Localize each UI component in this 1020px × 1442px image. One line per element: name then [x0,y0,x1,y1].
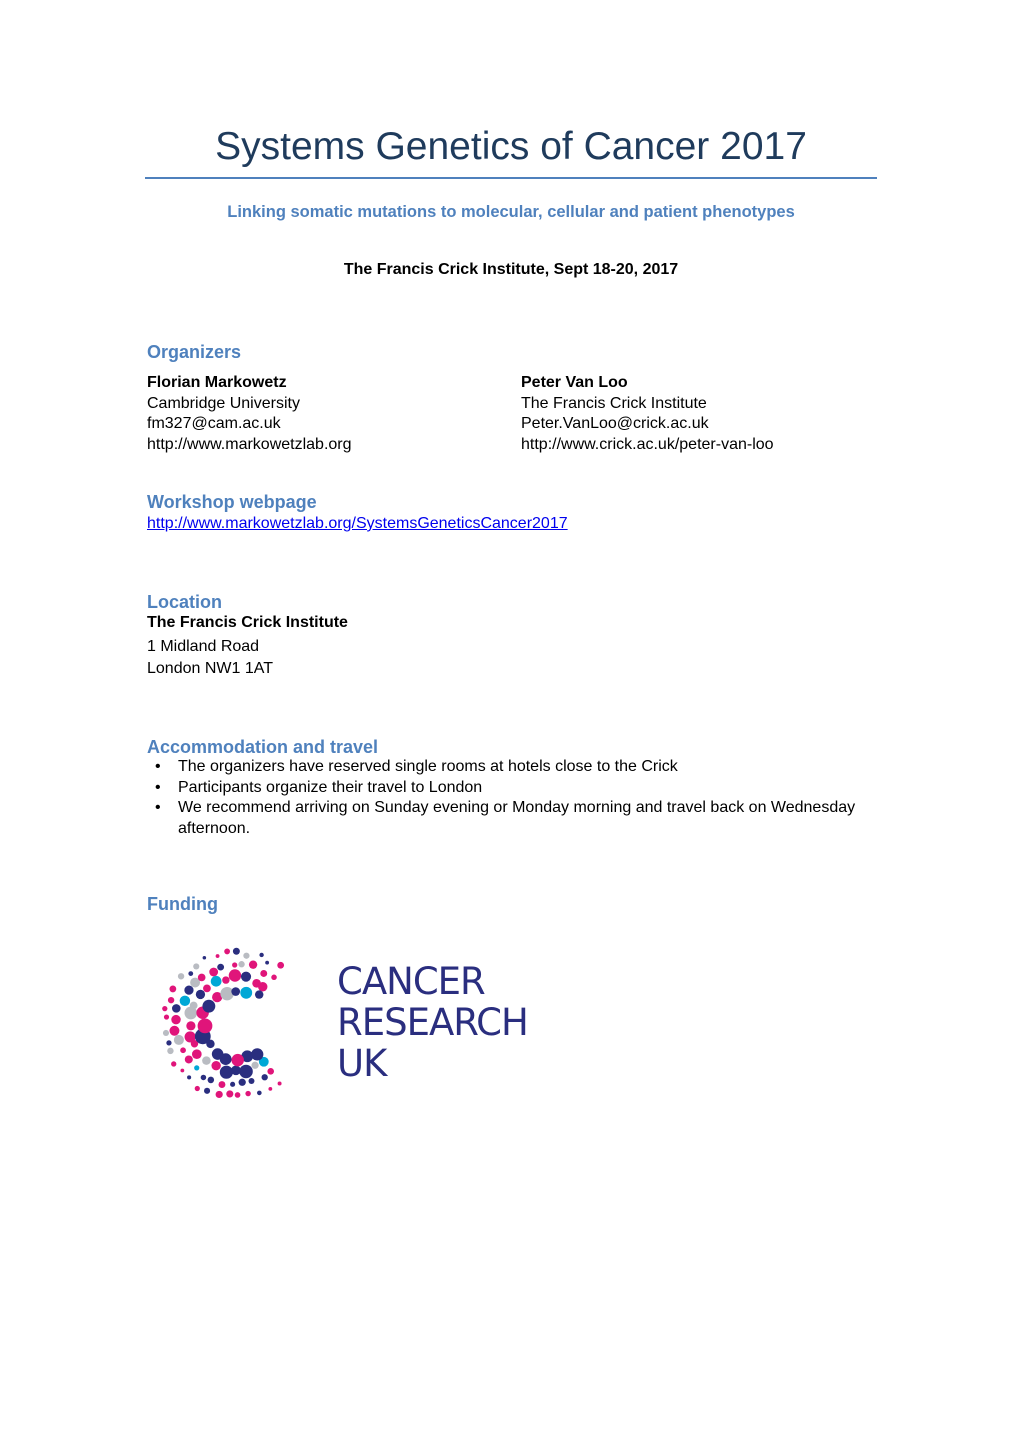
logo-dot [251,1048,263,1060]
title-divider [145,177,877,179]
logo-dot [271,975,277,981]
logo-dot [162,1006,167,1011]
logo-dot [277,962,284,969]
logo-dot [220,987,233,1000]
travel-item-text: The organizers have reserved single rooms at hotels close to the Crick [178,758,678,775]
organizer-2-url: http://www.crick.ac.uk/peter-van-loo [521,436,774,453]
logo-dot [267,1068,274,1075]
logo-dot [240,987,252,999]
funding-heading: Funding [147,894,218,914]
list-item [147,757,887,778]
travel-item-text: We recommend arriving on Sunday evening or Monday morning and travel back on Wednesday afternoon. [178,799,856,837]
logo-dot [180,996,190,1006]
logo-dot [268,1087,272,1091]
logo-dot [235,1092,241,1098]
organizers-heading: Organizers [147,342,242,362]
organizer-1-name: Florian Markowetz [147,374,287,391]
logo-dot [168,997,174,1003]
organizer-2-affiliation: The Francis Crick Institute [521,395,707,412]
logo-dot [180,1047,186,1053]
organizer-1-email: fm327@cam.ac.uk [147,415,281,432]
logo-dot [194,1065,199,1070]
logo-dot [193,963,199,969]
logo-dot [204,1088,210,1094]
logo-dot [245,1091,250,1096]
logo-dot [259,953,263,957]
logo-dot [186,1021,195,1030]
logo-dot [192,1049,202,1059]
logo-dot [249,960,257,968]
logo-dot [202,1000,215,1013]
logo-wordmark-line3: UK [337,1042,387,1085]
logo-dot [220,1066,233,1079]
logo-dot [251,1062,258,1069]
organizer-2-email: Peter.VanLoo@crick.ac.uk [521,415,709,432]
logo-dot [216,1091,223,1098]
logo-dot [163,1030,169,1036]
logo-dot [229,969,241,981]
workshop-webpage-link[interactable]: http://www.markowetzlab.org/SystemsGeneticsCancer2017 [147,515,568,532]
logo-dot [203,956,207,960]
logo-dot [216,954,220,958]
logo-dot [185,1055,193,1063]
logo-c-mark-icon [145,945,325,1107]
logo-dot [232,962,237,967]
logo-dot [218,1081,225,1088]
cancer-research-uk-logo [145,945,545,1107]
logo-dot [187,1075,191,1079]
logo-dot [195,1086,200,1091]
logo-dot [190,1002,198,1010]
organizer-1-affiliation: Cambridge University [147,395,300,412]
venue-and-dates: The Francis Crick Institute, Sept 18-20, 2017 [343,261,679,278]
logo-dot [278,1082,282,1086]
logo-dot [238,961,244,967]
list-item [147,778,887,799]
document-subtitle: Linking somatic mutations to molecular, cellular and patient phenotypes [227,203,795,221]
logo-dot [231,987,240,996]
bullet-icon: • [155,778,161,796]
travel-heading: Accommodation and travel [147,737,379,757]
location-heading: Location [147,592,222,612]
travel-list [147,757,887,839]
webpage-heading: Workshop webpage [147,492,317,512]
logo-dot [233,948,240,955]
travel-item-text: Participants organize their travel to London [178,778,483,796]
logo-dot [180,1069,184,1073]
logo-dot [255,990,263,998]
logo-dot [257,1091,262,1096]
logo-dot [188,971,193,976]
organizer-2-name: Peter Van Loo [521,374,628,391]
logo-dot [249,1078,255,1084]
logo-dot [222,976,229,983]
logo-dot [217,964,224,971]
logo-dot [265,961,269,965]
logo-dot [241,972,251,982]
location-address-line2: London NW1 1AT [147,660,273,677]
logo-dot [164,1014,169,1019]
logo-dot [209,968,218,977]
logo-dot [184,986,193,995]
logo-dot [166,1040,171,1045]
location-address-line1: 1 Midland Road [147,638,260,655]
logo-wordmark-line1: CANCER [337,960,485,1003]
logo-wordmark [337,961,528,1084]
organizer-1-url: http://www.markowetzlab.org [147,436,352,453]
bullet-icon: • [155,758,161,775]
logo-dot [201,1075,207,1081]
logo-dot [198,974,206,982]
logo-dot [178,973,184,979]
logo-dot [239,1079,246,1086]
logo-dot [171,1015,180,1024]
logo-dot [243,953,249,959]
logo-dot [202,1056,211,1065]
logo-dot [203,984,211,992]
logo-dot [172,1004,181,1013]
logo-dot [196,990,205,999]
logo-dot [171,1061,176,1066]
logo-dot [167,1048,173,1054]
logo-dot [169,986,176,993]
logo-dot [230,1082,235,1087]
logo-dot [258,982,267,991]
logo-dot [224,949,230,955]
logo-dot [198,1018,213,1033]
document-title: Systems Genetics of Cancer 2017 [215,125,807,168]
location-name: The Francis Crick Institute [147,614,348,631]
list-item [147,798,887,839]
logo-dot [226,1090,233,1097]
logo-dot [262,1074,268,1080]
logo-dot [169,1026,179,1036]
logo-dot [211,1061,220,1070]
bullet-icon: • [155,799,161,816]
logo-dot [231,1054,243,1066]
logo-dot [239,1065,253,1079]
logo-dot [212,1048,224,1060]
logo-dot [185,1031,196,1042]
logo-dot [174,1035,184,1045]
logo-wordmark-line2: RESEARCH [337,1001,528,1044]
logo-dot [208,1077,215,1084]
logo-dot [260,970,267,977]
logo-dot [211,976,222,987]
